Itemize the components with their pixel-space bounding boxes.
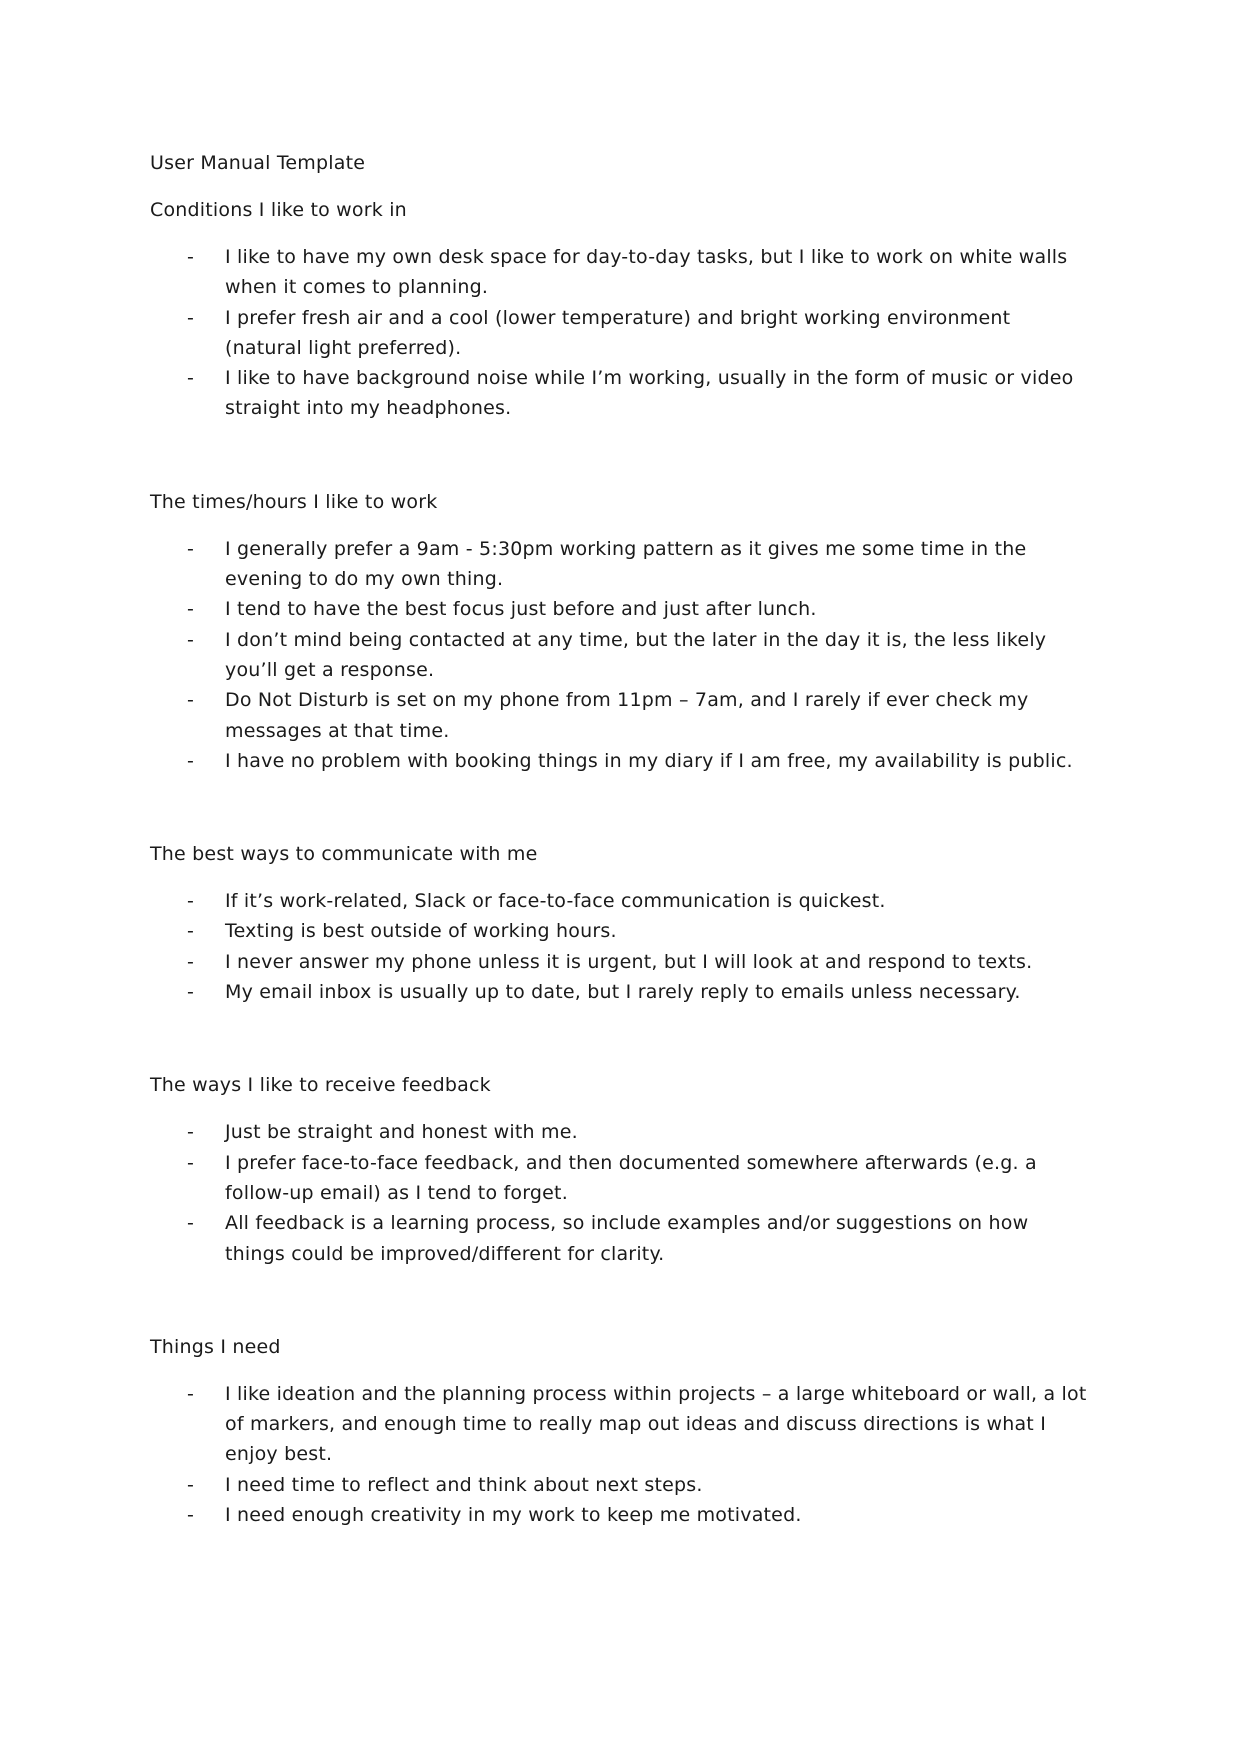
list-item-text: I need enough creativity in my work to keep me motivated. [225,1504,802,1527]
bullet-dash: - [187,950,195,973]
list-item-text: I have no problem with booking things in my diary if I am free, my availability is public. [225,749,1073,772]
list-item-text: My email inbox is usually up to date, but I rarely reply to emails unless necessary. [225,981,1021,1004]
list-item-text: I prefer fresh air and a cool (lower temperature) and bright working environment (natural light preferred). [225,306,1011,359]
list-item-text: I like ideation and the planning process within projects – a large whiteboard or wall, a lot of markers, and enough time to really map out ideas and discuss directions is what I enjoy best. [225,1382,1087,1466]
bullet-list [150,242,1090,424]
bullet-list [150,534,1090,776]
list-item [150,594,1090,624]
list-item [150,886,1090,916]
bullet-list [150,1117,1090,1268]
list-item [150,746,1090,776]
bullet-dash: - [187,1121,195,1144]
section-heading: The times/hours I like to work [150,490,438,513]
list-item [150,977,1090,1007]
list-item [150,1379,1090,1470]
bullet-dash: - [187,689,195,712]
section-needs [150,1332,1090,1530]
list-item-text: All feedback is a learning process, so include examples and/or suggestions on how things could be improved/different for clarity. [225,1212,1029,1265]
list-item-text: Do Not Disturb is set on my phone from 11pm – 7am, and I rarely if ever check my messages at that time. [225,689,1029,742]
bullet-dash: - [187,1212,195,1235]
list-item-text: I prefer face-to-face feedback, and then documented somewhere afterwards (e.g. a follow-up email) as I tend to forget. [225,1151,1037,1204]
list-item-text: Just be straight and honest with me. [225,1121,578,1144]
bullet-dash: - [187,981,195,1004]
list-item-text: I need time to reflect and think about next steps. [225,1473,703,1496]
bullet-dash: - [187,537,195,560]
list-item [150,1470,1090,1500]
section-heading: The ways I like to receive feedback [150,1074,491,1097]
list-item-text: I don’t mind being contacted at any time, but the later in the day it is, the less likely you’ll get a response. [225,628,1047,681]
list-item [150,625,1090,686]
document-page [150,148,1090,1530]
bullet-list [150,1379,1090,1530]
section-heading: The best ways to communicate with me [150,843,538,866]
document-title: User Manual Template [150,152,366,174]
list-item-text: Texting is best outside of working hours. [225,920,617,943]
list-item [150,947,1090,977]
list-item-text: I never answer my phone unless it is urgent, but I will look at and respond to texts. [225,950,1033,973]
bullet-list [150,886,1090,1007]
list-item [150,685,1090,746]
list-item-text: I like to have my own desk space for day-to-day tasks, but I like to work on white walls when it comes to planning. [225,246,1068,299]
list-item [150,1500,1090,1530]
bullet-dash: - [187,1382,195,1405]
bullet-dash: - [187,367,195,390]
list-item [150,1148,1090,1209]
list-item [150,303,1090,364]
section-times [150,487,1090,776]
section-conditions [150,195,1090,424]
list-item [150,242,1090,303]
list-item [150,916,1090,946]
section-feedback [150,1070,1090,1268]
bullet-dash: - [187,1504,195,1527]
bullet-dash: - [187,598,195,621]
bullet-dash: - [187,628,195,651]
list-item-text: If it’s work-related, Slack or face-to-face communication is quickest. [225,890,886,913]
bullet-dash: - [187,890,195,913]
bullet-dash: - [187,920,195,943]
bullet-dash: - [187,1473,195,1496]
list-item-text: I generally prefer a 9am - 5:30pm working pattern as it gives me some time in the evening to do my own thing. [225,537,1027,591]
list-item [150,1208,1090,1269]
list-item [150,534,1090,595]
bullet-dash: - [187,246,195,268]
section-communicate [150,839,1090,1007]
list-item [150,363,1090,424]
bullet-dash: - [187,749,195,772]
section-heading: Conditions I like to work in [150,199,407,221]
section-heading: Things I need [150,1335,281,1358]
list-item-text: I tend to have the best focus just before and just after lunch. [225,598,817,621]
bullet-dash: - [187,1151,195,1174]
list-item [150,1117,1090,1147]
list-item-text: I like to have background noise while I’m working, usually in the form of music or video straight into my headphones. [225,367,1074,420]
bullet-dash: - [187,306,195,329]
